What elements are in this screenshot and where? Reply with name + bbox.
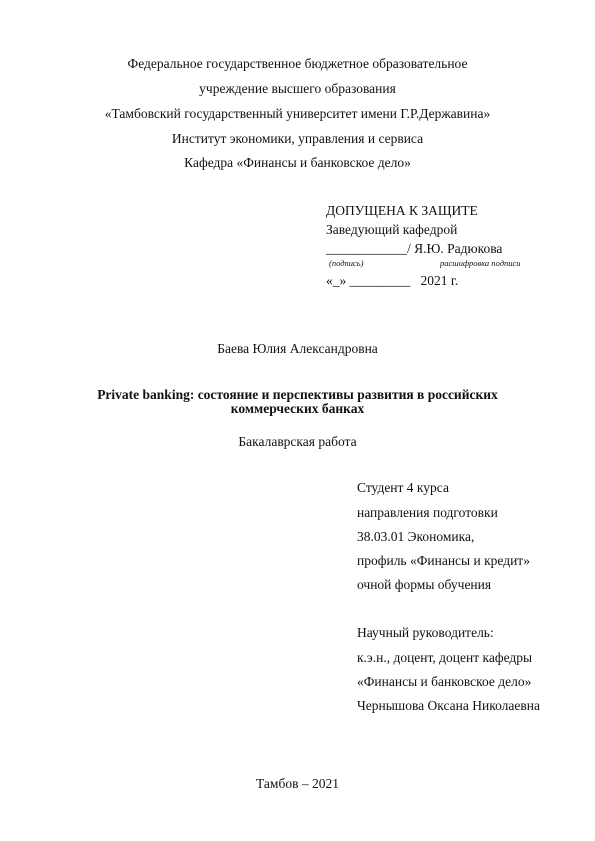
student-info: очной формы обучения <box>357 577 492 592</box>
supervisor-name: Чернышова Оксана Николаевна <box>357 698 540 713</box>
approval-signature-line: ____________/ Я.Ю. Радюкова <box>326 241 503 256</box>
approval-date-line: «_» _________ 2021 г. <box>326 273 459 288</box>
approval-title: ДОПУЩЕНА К ЗАЩИТЕ <box>326 203 478 218</box>
decode-caption: расшифровка подписи <box>440 258 521 268</box>
supervisor-info: к.э.н., доцент, доцент кафедры <box>357 650 533 665</box>
thesis-title: Private banking: состояние и перспективы развития в российских <box>97 387 498 402</box>
signature-caption: (подпись) <box>329 258 364 268</box>
student-info: профиль «Финансы и кредит» <box>357 553 530 568</box>
thesis-title: коммерческих банках <box>230 401 365 416</box>
university-name: «Тамбовский государственный университет имени Г.Р.Державина» <box>104 106 491 121</box>
department-name: Кафедра «Финансы и банковское дело» <box>184 155 411 170</box>
institution-line: учреждение высшего образования <box>199 81 396 96</box>
institution-line: Федеральное государственное бюджетное образовательное <box>127 56 468 71</box>
student-info: 38.03.01 Экономика, <box>357 529 475 544</box>
student-info: Студент 4 курса <box>357 480 449 495</box>
thesis-type: Бакалаврская работа <box>238 434 357 449</box>
institute-name: Институт экономики, управления и сервиса <box>171 131 424 146</box>
supervisor-info: «Финансы и банковское дело» <box>357 674 532 689</box>
city-year: Тамбов – 2021 <box>256 776 339 791</box>
author-name: Баева Юлия Александровна <box>217 341 378 356</box>
supervisor-info: Научный руководитель: <box>357 625 494 640</box>
approval-role: Заведующий кафедрой <box>326 222 458 237</box>
student-info: направления подготовки <box>357 505 498 520</box>
